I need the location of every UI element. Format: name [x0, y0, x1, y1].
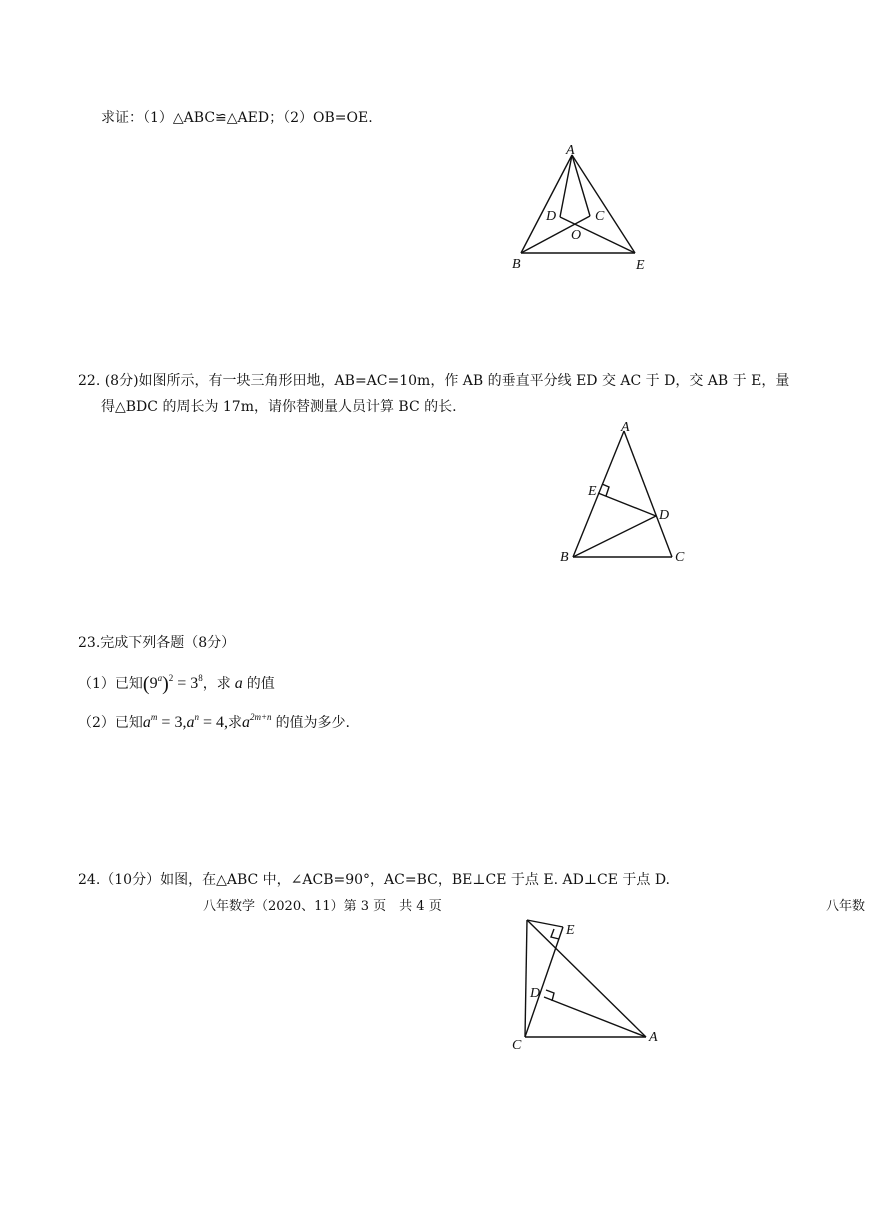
q22-figure — [555, 415, 695, 570]
q22-text-line2: 得△BDC 的周长为 17m，请你替测量人员计算 BC 的长. — [101, 399, 457, 415]
footer-right-fragment: 八年数 — [826, 899, 866, 914]
q21-prove-text: 求证：（1）△ABC≌△AED；（2）OB=OE. — [101, 110, 373, 126]
q23-part1-var: a — [234, 675, 243, 692]
q22-label-b: B — [560, 550, 569, 565]
q22-text-line1: 22. (8分)如图所示，有一块三角形田地，AB=AC=10m，作 AB 的垂直平分线 ED 交 AC 于 D，交 AB 于 E，量 — [78, 373, 790, 389]
q22-label-d: D — [659, 508, 670, 523]
q21-label-e: E — [636, 258, 645, 273]
q24-label-d: D — [530, 986, 541, 1001]
q23-part2-end: 的值为多少. — [275, 715, 351, 731]
q24-text: 24.（10分）如图，在△ABC 中，∠ACB=90°，AC=BC，BE⊥CE 于点 E. AD⊥CE 于点 D. — [78, 872, 670, 888]
q22-label-e: E — [588, 484, 597, 499]
q24-label-e: E — [566, 923, 575, 938]
q23-part2: （2）已知$a^m = 3,a^n = 4$,求$a^{2m+n}$ 的值为多少. — [78, 712, 351, 731]
q24-figure — [505, 912, 675, 1057]
q23-title: 23.完成下列各题（8分） — [78, 635, 236, 651]
q21-label-b: B — [512, 257, 521, 272]
q21-figure — [505, 140, 665, 280]
q21-label-a: A — [566, 143, 575, 158]
q23-part1-prefix: （1）已知 — [78, 676, 143, 692]
q22-label-a: A — [621, 420, 630, 435]
q21-label-c: C — [595, 209, 605, 224]
q24-label-a: A — [649, 1030, 658, 1045]
q23-part1-end: 的值 — [246, 676, 275, 692]
q22-label-c: C — [675, 550, 685, 565]
q21-label-o: O — [571, 228, 582, 243]
q23-part1-formula: $(9^a)^2 = 3^8$ — [142, 673, 203, 695]
q23-part1 — [78, 673, 275, 695]
q23-part2-formula: $a^m = 3,a^n = 4$, — [142, 712, 228, 731]
q21-label-d: D — [546, 209, 557, 224]
q23-part2-prefix: （2）已知 — [78, 715, 143, 731]
footer-page-info: 八年数学（2020、11）第 3 页 共 4 页 — [203, 899, 442, 914]
q24-label-c: C — [512, 1038, 522, 1053]
q23-part1-suffix: ，求 — [202, 676, 231, 692]
